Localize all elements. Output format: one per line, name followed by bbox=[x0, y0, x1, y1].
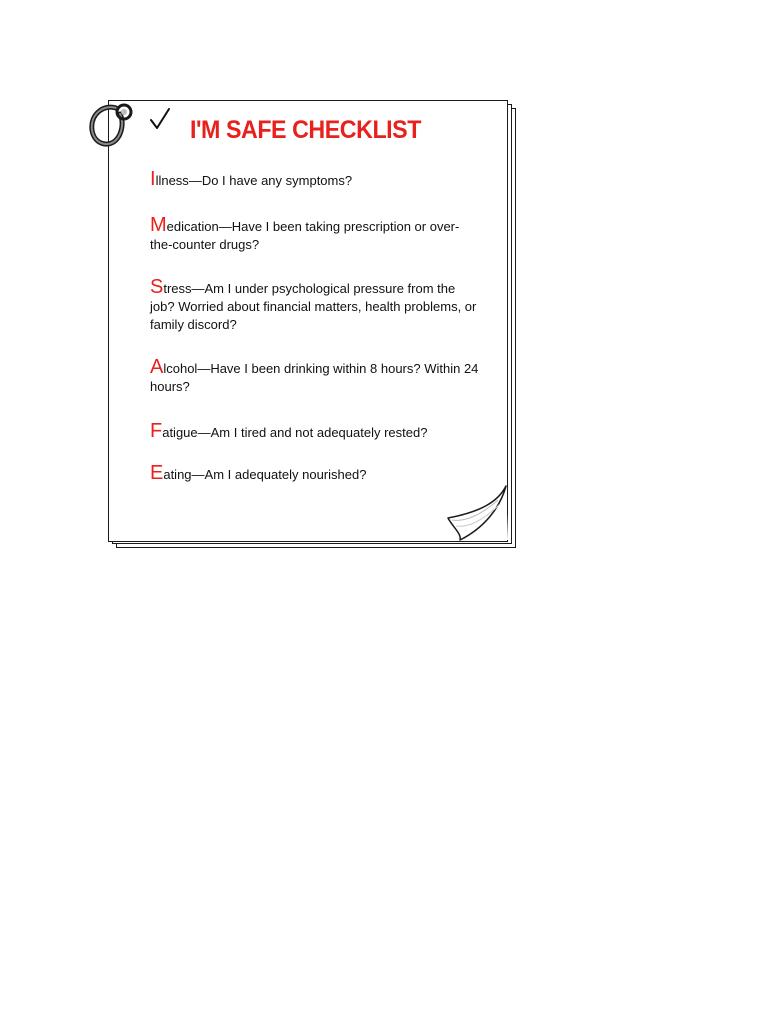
checklist-item-stress bbox=[150, 278, 480, 334]
item-word: ating bbox=[163, 467, 192, 482]
checklist-item-illness bbox=[150, 170, 480, 190]
item-description: —Have I been drinking within 8 hours? Within 24 hours? bbox=[150, 361, 479, 394]
checklist-item-fatigue bbox=[150, 422, 480, 442]
item-initial: F bbox=[150, 420, 163, 442]
item-initial: I bbox=[150, 168, 156, 190]
checkmark-icon bbox=[148, 106, 172, 132]
item-word: tress bbox=[163, 281, 192, 296]
item-description: —Am I tired and not adequately rested? bbox=[197, 425, 428, 440]
item-initial: E bbox=[150, 462, 164, 484]
item-description: —Am I under psychological pressure from the job? Worried about financial matters, health problems, or family discord? bbox=[150, 281, 477, 332]
page-curl-icon bbox=[440, 482, 510, 544]
item-description: —Have I been taking prescription or over-the-counter drugs? bbox=[150, 219, 460, 252]
item-word: llness bbox=[155, 173, 189, 188]
item-initial: M bbox=[150, 214, 167, 236]
checklist-item-eating bbox=[150, 464, 480, 484]
item-word: edication bbox=[166, 219, 219, 234]
item-initial: A bbox=[150, 356, 164, 378]
paper-clip-icon bbox=[86, 100, 136, 152]
item-initial: S bbox=[150, 276, 164, 298]
checklist-item-alcohol bbox=[150, 358, 480, 396]
checklist-item-medication bbox=[150, 216, 480, 254]
item-word: lcohol bbox=[163, 361, 198, 376]
item-description: —Do I have any symptoms? bbox=[188, 173, 353, 188]
item-word: atigue bbox=[162, 425, 198, 440]
checklist-title: I'M SAFE CHECKLIST bbox=[190, 116, 421, 144]
item-description: —Am I adequately nourished? bbox=[191, 467, 367, 482]
